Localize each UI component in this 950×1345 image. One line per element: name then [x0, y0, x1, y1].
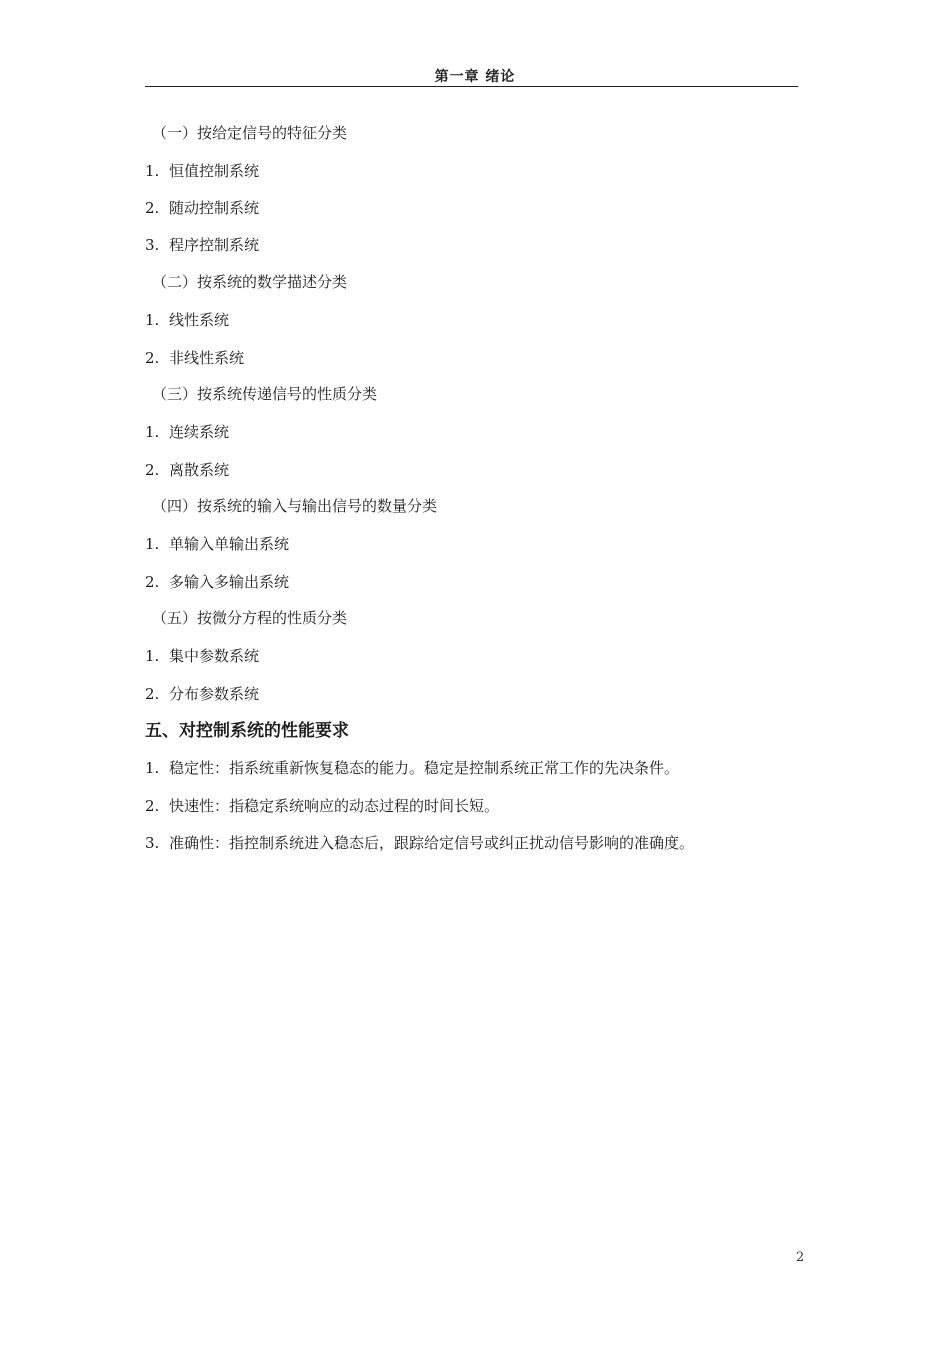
list-item: 1. 稳定性：指系统重新恢复稳态的能力。稳定是控制系统正常工作的先决条件。 — [145, 759, 680, 777]
subsection-title: （三）按系统传递信号的性质分类 — [152, 385, 378, 403]
list-item: 1. 恒值控制系统 — [145, 162, 260, 180]
subsection-title: （二）按系统的数学描述分类 — [152, 273, 348, 291]
list-item: 3. 准确性：指控制系统进入稳态后，跟踪给定信号或纠正扰动信号影响的准确度。 — [145, 834, 695, 852]
subsection-title: （四）按系统的输入与输出信号的数量分类 — [152, 497, 438, 515]
list-item: 1. 线性系统 — [145, 311, 230, 329]
list-item: 1. 集中参数系统 — [145, 647, 260, 665]
subsection-title: （一）按给定信号的特征分类 — [152, 124, 348, 142]
list-item: 2. 非线性系统 — [145, 349, 245, 367]
page-number: 2 — [796, 1250, 805, 1265]
list-item: 2. 离散系统 — [145, 461, 230, 479]
header-divider — [145, 86, 798, 87]
list-item: 2. 随动控制系统 — [145, 199, 260, 217]
list-item: 1. 单输入单输出系统 — [145, 535, 290, 553]
list-item: 2. 多输入多输出系统 — [145, 573, 290, 591]
list-item: 2. 分布参数系统 — [145, 685, 260, 703]
list-item: 3. 程序控制系统 — [145, 236, 260, 254]
list-item: 1. 连续系统 — [145, 423, 230, 441]
section-heading: 五、对控制系统的性能要求 — [145, 721, 349, 741]
chapter-header-title: 第一章 绪论 — [434, 69, 516, 85]
subsection-title: （五）按微分方程的性质分类 — [152, 609, 348, 627]
list-item: 2. 快速性：指稳定系统响应的动态过程的时间长短。 — [145, 797, 500, 815]
